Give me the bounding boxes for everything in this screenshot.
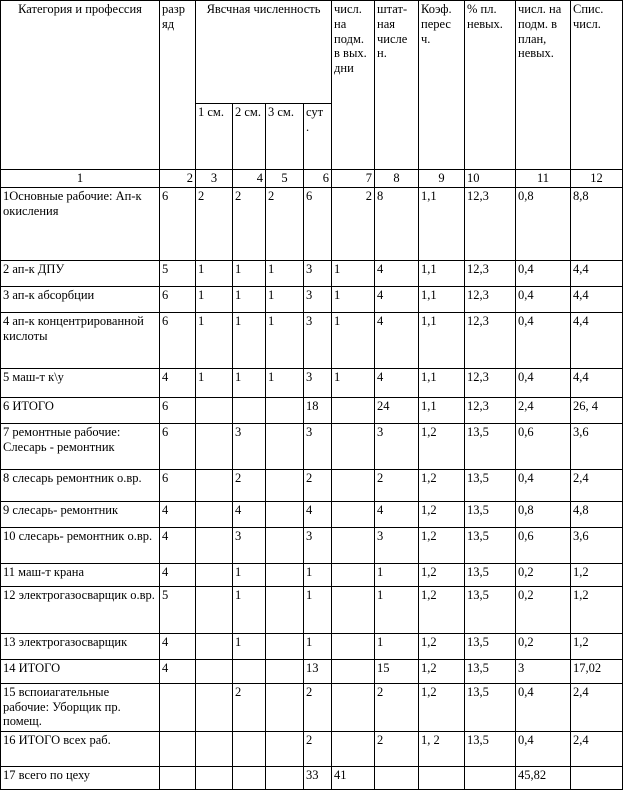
row-razr-cell [160, 767, 196, 790]
row-shtat-cell: 4 [375, 313, 419, 369]
row-s3-cell: 1 [266, 286, 304, 312]
row-koef-cell: 1,1 [419, 397, 465, 423]
header-koef: Коэф. перес ч. [419, 1, 465, 170]
row-spis-cell: 17,02 [571, 660, 623, 683]
row-podm-cell [332, 660, 375, 683]
row-name-cell: 15 вспоиагательные рабочие: Уборщик пр. помещ. [1, 683, 160, 731]
row-spis-cell: 1,2 [571, 587, 623, 634]
row-spis-cell: 26, 4 [571, 397, 623, 423]
table-row [1, 470, 623, 502]
row-plan-cell: 2,4 [516, 397, 571, 423]
row-shtat-cell: 4 [375, 286, 419, 312]
row-plan-cell: 0,4 [516, 731, 571, 767]
row-koef-cell: 1,2 [419, 587, 465, 634]
row-s2-cell: 2 [233, 470, 266, 502]
row-s1-cell [196, 424, 233, 470]
row-name-cell: 3 ап-к абсорбции [1, 286, 160, 312]
row-s1-cell [196, 528, 233, 564]
col-number: 2 [160, 170, 196, 188]
row-spis-cell: 1,2 [571, 633, 623, 659]
col-number: 5 [266, 170, 304, 188]
row-s2-cell: 1 [233, 313, 266, 369]
row-plan-cell: 0,4 [516, 286, 571, 312]
row-s3-cell: 1 [266, 313, 304, 369]
row-plan-cell: 0,4 [516, 369, 571, 398]
row-koef-cell: 1,2 [419, 660, 465, 683]
row-razr-cell: 6 [160, 313, 196, 369]
row-sut-cell: 1 [304, 633, 332, 659]
row-s2-cell: 1 [233, 563, 266, 586]
row-sut-cell: 13 [304, 660, 332, 683]
col-number: 7 [332, 170, 375, 188]
row-podm-cell: 41 [332, 767, 375, 790]
row-s1-cell: 1 [196, 313, 233, 369]
table-row [1, 369, 623, 398]
row-shtat-cell: 8 [375, 188, 419, 261]
row-spis-cell: 4,4 [571, 261, 623, 286]
row-name-cell: 13 электрогазосварщик [1, 633, 160, 659]
row-shtat-cell: 1 [375, 633, 419, 659]
row-name-cell: 9 слесарь- ремонтник [1, 501, 160, 527]
row-s3-cell [266, 470, 304, 502]
row-s1-cell [196, 587, 233, 634]
row-s1-cell: 1 [196, 369, 233, 398]
row-shtat-cell: 3 [375, 424, 419, 470]
row-name-cell: 6 ИТОГО [1, 397, 160, 423]
row-sut-cell: 3 [304, 369, 332, 398]
row-razr-cell: 5 [160, 587, 196, 634]
table-row [1, 587, 623, 634]
row-razr-cell: 6 [160, 188, 196, 261]
header-shift2: 2 см. [233, 104, 266, 170]
row-spis-cell: 4,4 [571, 286, 623, 312]
table-row [1, 188, 623, 261]
row-s3-cell [266, 528, 304, 564]
row-koef-cell [419, 767, 465, 790]
row-s3-cell [266, 767, 304, 790]
row-s2-cell [233, 397, 266, 423]
row-shtat-cell: 1 [375, 587, 419, 634]
table-row [1, 633, 623, 659]
row-koef-cell: 1,2 [419, 528, 465, 564]
row-s3-cell [266, 633, 304, 659]
row-sut-cell: 3 [304, 528, 332, 564]
col-number: 12 [571, 170, 623, 188]
row-koef-cell: 1,1 [419, 188, 465, 261]
row-s3-cell: 2 [266, 188, 304, 261]
col-number: 1 [1, 170, 160, 188]
row-podm-cell: 1 [332, 313, 375, 369]
row-pct-cell: 12,3 [465, 188, 516, 261]
row-razr-cell [160, 683, 196, 731]
row-koef-cell: 1,2 [419, 563, 465, 586]
row-sut-cell: 2 [304, 470, 332, 502]
table-row [1, 660, 623, 683]
row-s3-cell [266, 587, 304, 634]
row-s3-cell: 1 [266, 261, 304, 286]
row-shtat-cell: 2 [375, 683, 419, 731]
row-name-cell: 17 всего по цеху [1, 767, 160, 790]
col-number: 8 [375, 170, 419, 188]
row-razr-cell: 4 [160, 563, 196, 586]
table-row [1, 286, 623, 312]
table-row [1, 767, 623, 790]
row-razr-cell: 4 [160, 369, 196, 398]
row-razr-cell: 4 [160, 633, 196, 659]
row-spis-cell: 1,2 [571, 563, 623, 586]
row-sut-cell: 6 [304, 188, 332, 261]
row-name-cell: 14 ИТОГО [1, 660, 160, 683]
row-koef-cell: 1,2 [419, 470, 465, 502]
row-plan-cell: 3 [516, 660, 571, 683]
table-row [1, 313, 623, 369]
row-podm-cell: 1 [332, 286, 375, 312]
row-spis-cell: 2,4 [571, 731, 623, 767]
row-plan-cell: 0,4 [516, 313, 571, 369]
row-s3-cell [266, 731, 304, 767]
row-s1-cell: 2 [196, 188, 233, 261]
row-name-cell: 11 маш-т крана [1, 563, 160, 586]
row-s2-cell: 1 [233, 587, 266, 634]
row-shtat-cell: 2 [375, 731, 419, 767]
row-koef-cell: 1, 2 [419, 731, 465, 767]
row-sut-cell: 2 [304, 683, 332, 731]
row-podm-cell [332, 731, 375, 767]
header-sut: сут . [304, 104, 332, 170]
col-number: 4 [233, 170, 266, 188]
row-koef-cell: 1,2 [419, 633, 465, 659]
table-row [1, 261, 623, 286]
row-sut-cell: 18 [304, 397, 332, 423]
row-koef-cell: 1,2 [419, 501, 465, 527]
row-shtat-cell: 3 [375, 528, 419, 564]
row-podm-cell: 2 [332, 188, 375, 261]
table-row [1, 731, 623, 767]
row-spis-cell: 2,4 [571, 683, 623, 731]
row-koef-cell: 1,2 [419, 683, 465, 731]
table-row [1, 683, 623, 731]
header-chisl-plan: числ. на подм. в план, невых. [516, 1, 571, 170]
row-pct-cell [465, 767, 516, 790]
row-s1-cell: 1 [196, 286, 233, 312]
row-razr-cell: 4 [160, 660, 196, 683]
row-podm-cell [332, 470, 375, 502]
row-spis-cell: 2,4 [571, 470, 623, 502]
row-razr-cell: 6 [160, 397, 196, 423]
col-number: 6 [304, 170, 332, 188]
table-body [1, 188, 623, 790]
row-razr-cell: 4 [160, 501, 196, 527]
header-shift3: 3 см. [266, 104, 304, 170]
row-name-cell: 2 ап-к ДПУ [1, 261, 160, 286]
row-koef-cell: 1,1 [419, 261, 465, 286]
header-chisl-podm: числ. на подм. в вых. дни [332, 1, 375, 170]
row-s1-cell: 1 [196, 261, 233, 286]
row-pct-cell: 13,5 [465, 683, 516, 731]
row-sut-cell: 3 [304, 261, 332, 286]
row-razr-cell [160, 731, 196, 767]
row-sut-cell: 3 [304, 313, 332, 369]
row-name-cell: 16 ИТОГО всех раб. [1, 731, 160, 767]
table-row [1, 563, 623, 586]
row-plan-cell: 0,8 [516, 188, 571, 261]
row-pct-cell: 13,5 [465, 501, 516, 527]
row-plan-cell: 0,2 [516, 563, 571, 586]
row-s3-cell [266, 563, 304, 586]
col-number: 10 [465, 170, 516, 188]
row-spis-cell: 3,6 [571, 528, 623, 564]
row-spis-cell: 4,8 [571, 501, 623, 527]
table-header [1, 1, 623, 188]
header-category: Категория и профессия [1, 1, 160, 170]
row-plan-cell: 45,82 [516, 767, 571, 790]
header-pct: % пл. невых. [465, 1, 516, 170]
row-s3-cell [266, 397, 304, 423]
row-spis-cell: 8,8 [571, 188, 623, 261]
row-razr-cell: 6 [160, 424, 196, 470]
row-s2-cell: 2 [233, 683, 266, 731]
row-name-cell: 12 электрогазосварщик о.вр. [1, 587, 160, 634]
row-name-cell: 8 слесарь ремонтник о.вр. [1, 470, 160, 502]
header-razryad: разр яд [160, 1, 196, 170]
row-podm-cell: 1 [332, 261, 375, 286]
header-spis: Спис. числ. [571, 1, 623, 170]
row-s3-cell [266, 501, 304, 527]
row-s2-cell [233, 660, 266, 683]
row-pct-cell: 13,5 [465, 563, 516, 586]
row-plan-cell: 0,4 [516, 683, 571, 731]
table-row [1, 501, 623, 527]
row-podm-cell [332, 587, 375, 634]
row-pct-cell: 12,3 [465, 261, 516, 286]
row-spis-cell: 3,6 [571, 424, 623, 470]
row-podm-cell [332, 633, 375, 659]
row-name-cell: 1Основные рабочие: Ап-к окисления [1, 188, 160, 261]
row-s2-cell: 1 [233, 286, 266, 312]
row-plan-cell: 0,8 [516, 501, 571, 527]
row-shtat-cell: 4 [375, 501, 419, 527]
col-number: 11 [516, 170, 571, 188]
row-s1-cell [196, 633, 233, 659]
row-razr-cell: 5 [160, 261, 196, 286]
row-shtat-cell: 4 [375, 261, 419, 286]
row-podm-cell [332, 501, 375, 527]
row-razr-cell: 6 [160, 286, 196, 312]
row-spis-cell: 4,4 [571, 313, 623, 369]
row-pct-cell: 13,5 [465, 470, 516, 502]
row-s3-cell: 1 [266, 369, 304, 398]
row-name-cell: 4 ап-к концентрированной кислоты [1, 313, 160, 369]
row-pct-cell: 13,5 [465, 587, 516, 634]
row-pct-cell: 13,5 [465, 633, 516, 659]
row-s2-cell: 4 [233, 501, 266, 527]
row-pct-cell: 13,5 [465, 424, 516, 470]
row-sut-cell: 2 [304, 731, 332, 767]
row-podm-cell [332, 397, 375, 423]
row-shtat-cell: 1 [375, 563, 419, 586]
row-plan-cell: 0,2 [516, 587, 571, 634]
row-s1-cell [196, 501, 233, 527]
row-s1-cell [196, 470, 233, 502]
row-s2-cell: 1 [233, 633, 266, 659]
header-shtat: штат-ная числе н. [375, 1, 419, 170]
row-s2-cell: 3 [233, 424, 266, 470]
row-podm-cell: 1 [332, 369, 375, 398]
header-yavochnaya: Явсчная численность [196, 1, 332, 104]
row-s3-cell [266, 660, 304, 683]
row-s2-cell: 2 [233, 188, 266, 261]
row-s1-cell [196, 683, 233, 731]
table-row [1, 528, 623, 564]
row-spis-cell [571, 767, 623, 790]
row-podm-cell [332, 424, 375, 470]
row-s3-cell [266, 683, 304, 731]
row-s3-cell [266, 424, 304, 470]
row-s2-cell: 3 [233, 528, 266, 564]
row-pct-cell: 13,5 [465, 528, 516, 564]
row-pct-cell: 12,3 [465, 369, 516, 398]
row-s1-cell [196, 397, 233, 423]
row-podm-cell [332, 563, 375, 586]
row-plan-cell: 0,6 [516, 424, 571, 470]
row-s2-cell [233, 731, 266, 767]
column-numbers-row [1, 170, 623, 188]
row-name-cell: 7 ремонтные рабочие: Слесарь - ремонтник [1, 424, 160, 470]
row-pct-cell: 13,5 [465, 731, 516, 767]
row-sut-cell: 4 [304, 501, 332, 527]
row-shtat-cell: 15 [375, 660, 419, 683]
row-s1-cell [196, 731, 233, 767]
row-spis-cell: 4,4 [571, 369, 623, 398]
row-s2-cell [233, 767, 266, 790]
row-shtat-cell [375, 767, 419, 790]
row-s1-cell [196, 563, 233, 586]
row-pct-cell: 13,5 [465, 660, 516, 683]
row-name-cell: 10 слесарь- ремонтник о.вр. [1, 528, 160, 564]
row-plan-cell: 0,4 [516, 470, 571, 502]
row-razr-cell: 6 [160, 470, 196, 502]
row-s2-cell: 1 [233, 369, 266, 398]
row-koef-cell: 1,2 [419, 424, 465, 470]
row-pct-cell: 12,3 [465, 397, 516, 423]
row-shtat-cell: 2 [375, 470, 419, 502]
row-name-cell: 5 маш-т к\у [1, 369, 160, 398]
row-koef-cell: 1,1 [419, 369, 465, 398]
row-plan-cell: 0,6 [516, 528, 571, 564]
row-koef-cell: 1,1 [419, 286, 465, 312]
row-sut-cell: 1 [304, 587, 332, 634]
row-sut-cell: 33 [304, 767, 332, 790]
row-pct-cell: 12,3 [465, 313, 516, 369]
row-sut-cell: 1 [304, 563, 332, 586]
row-podm-cell [332, 528, 375, 564]
row-razr-cell: 4 [160, 528, 196, 564]
header-shift1: 1 см. [196, 104, 233, 170]
row-podm-cell [332, 683, 375, 731]
row-koef-cell: 1,1 [419, 313, 465, 369]
row-sut-cell: 3 [304, 424, 332, 470]
row-s2-cell: 1 [233, 261, 266, 286]
table-row [1, 397, 623, 423]
col-number: 3 [196, 170, 233, 188]
row-plan-cell: 0,4 [516, 261, 571, 286]
table-row [1, 424, 623, 470]
row-shtat-cell: 4 [375, 369, 419, 398]
row-pct-cell: 12,3 [465, 286, 516, 312]
row-plan-cell: 0,2 [516, 633, 571, 659]
row-s1-cell [196, 767, 233, 790]
row-sut-cell: 3 [304, 286, 332, 312]
col-number: 9 [419, 170, 465, 188]
row-shtat-cell: 24 [375, 397, 419, 423]
row-s1-cell [196, 660, 233, 683]
